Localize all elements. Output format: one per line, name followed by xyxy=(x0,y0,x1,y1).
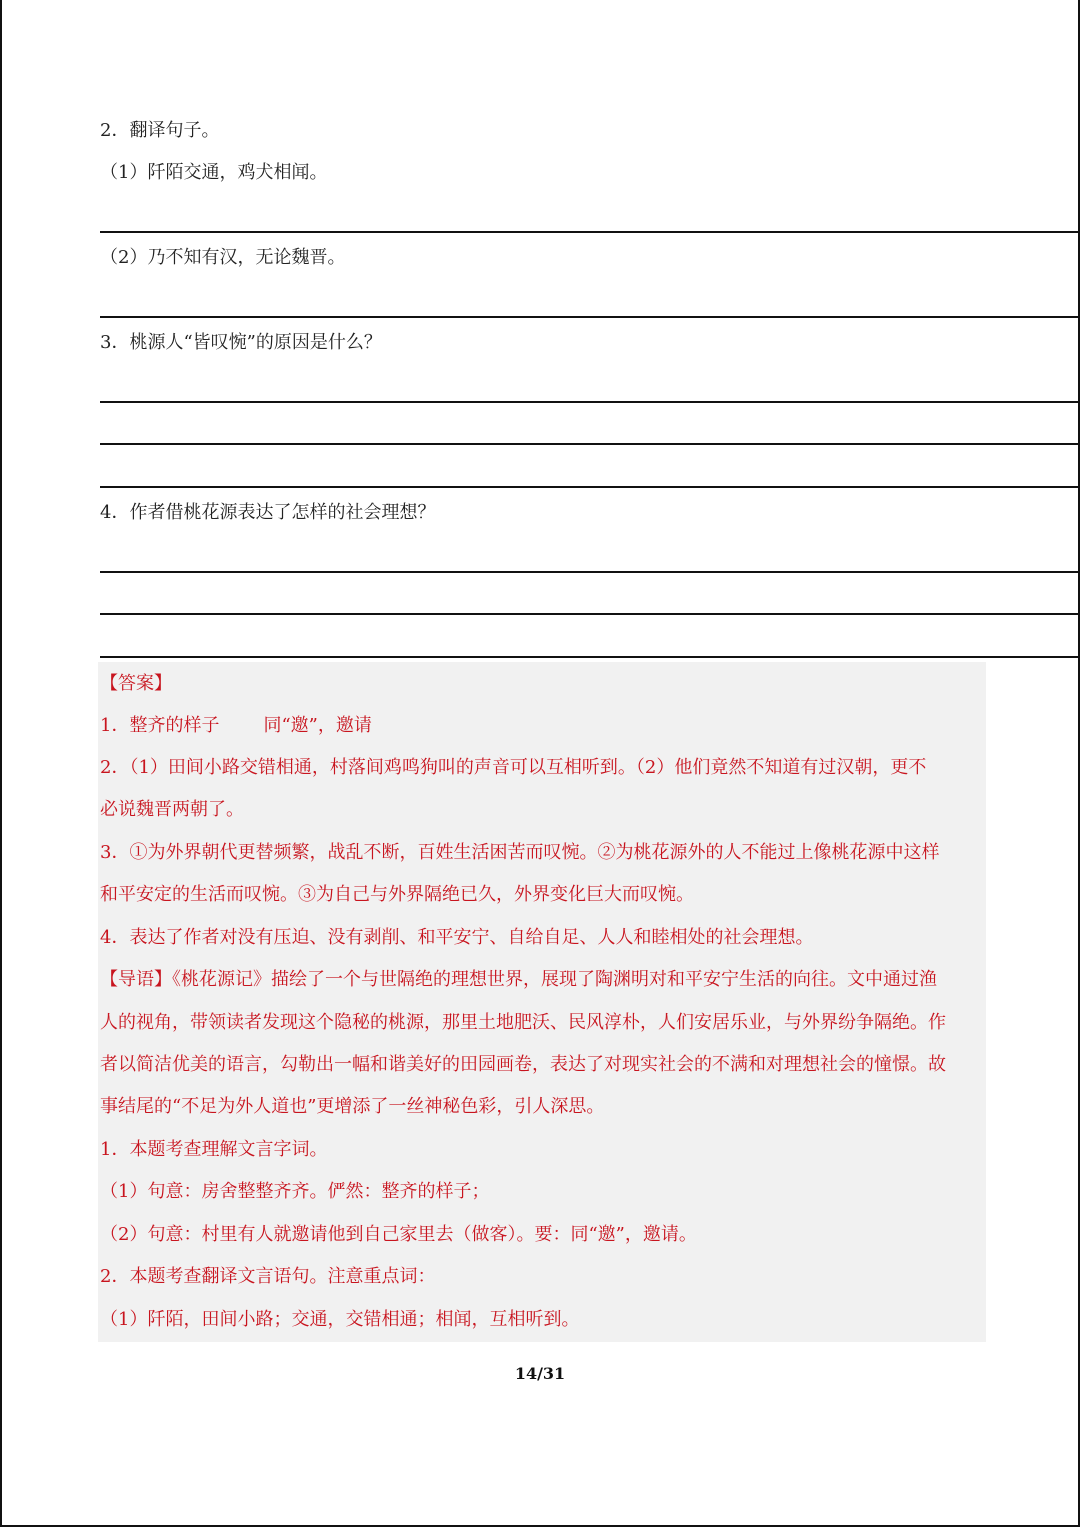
guide-line-3: 者以简洁优美的语言，勾勒出一幅和谐美好的田园画卷，表达了对现实社会的不满和对理想社会的憧憬。故 xyxy=(100,1054,946,1075)
answer-3-line-1: 3．①为外界朝代更替频繁，战乱不断，百姓生活困苦而叹惋。②为桃花源外的人不能过上像桃花源中这样 xyxy=(100,842,940,863)
explanation-2-part-1: （1）阡陌，田间小路；交通，交错相通；相闻，互相听到。 xyxy=(100,1309,580,1330)
answer-line xyxy=(100,316,1078,318)
explanation-1: 1．本题考查理解文言字词。 xyxy=(100,1139,328,1160)
guide-line-4: 事结尾的“不足为外人道也”更增添了一丝神秘色彩，引人深思。 xyxy=(100,1096,605,1117)
answer-3-line-2: 和平安定的生活而叹惋。③为自己与外界隔绝已久，外界变化巨大而叹惋。 xyxy=(100,884,694,905)
answer-line xyxy=(100,656,1078,658)
answer-2-line-2: 必说魏晋两朝了。 xyxy=(100,799,244,820)
answer-line xyxy=(100,231,1078,233)
answer-1 xyxy=(100,715,372,737)
explanation-1-part-1: （1）句意：房舍整整齐齐。俨然：整齐的样子； xyxy=(100,1181,490,1202)
answer-2-line-1: 2．（1）田间小路交错相通，村落间鸡鸣狗叫的声音可以互相听到。（2）他们竟然不知道有过汉朝，更不 xyxy=(100,757,927,778)
question-3: 3．桃源人“皆叹惋”的原因是什么？ xyxy=(100,332,382,353)
answer-1-part-1: 1．整齐的样子 xyxy=(100,715,220,736)
explanation-2: 2．本题考查翻译文言语句。注意重点词： xyxy=(100,1266,436,1287)
guide-line-1: 【导语】《桃花源记》描绘了一个与世隔绝的理想世界，展现了陶渊明对和平安宁生活的向往。文中通过渔 xyxy=(100,969,937,990)
answer-line xyxy=(100,571,1078,573)
answer-1-part-2: 同“邀”，邀请 xyxy=(263,715,372,736)
page-number: 14/31 xyxy=(514,1364,566,1383)
answer-header: 【答案】 xyxy=(100,673,172,694)
question-2-part-1: （1）阡陌交通，鸡犬相闻。 xyxy=(100,162,328,183)
answer-line xyxy=(100,443,1078,445)
question-2-part-2: （2）乃不知有汉，无论魏晋。 xyxy=(100,247,346,268)
explanation-1-part-2: （2）句意：村里有人就邀请他到自己家里去（做客）。要：同“邀”，邀请。 xyxy=(100,1224,697,1245)
answer-4: 4．表达了作者对没有压迫、没有剥削、和平安宁、自给自足、人人和睦相处的社会理想。 xyxy=(100,927,814,948)
guide-line-2: 人的视角，带领读者发现这个隐秘的桃源，那里土地肥沃、民风淳朴，人们安居乐业，与外界纷争隔绝。作 xyxy=(100,1012,946,1033)
answer-line xyxy=(100,613,1078,615)
answer-line xyxy=(100,486,1078,488)
question-2: 2．翻译句子。 xyxy=(100,120,220,141)
question-4: 4．作者借桃花源表达了怎样的社会理想？ xyxy=(100,502,436,523)
answer-line xyxy=(100,401,1078,403)
